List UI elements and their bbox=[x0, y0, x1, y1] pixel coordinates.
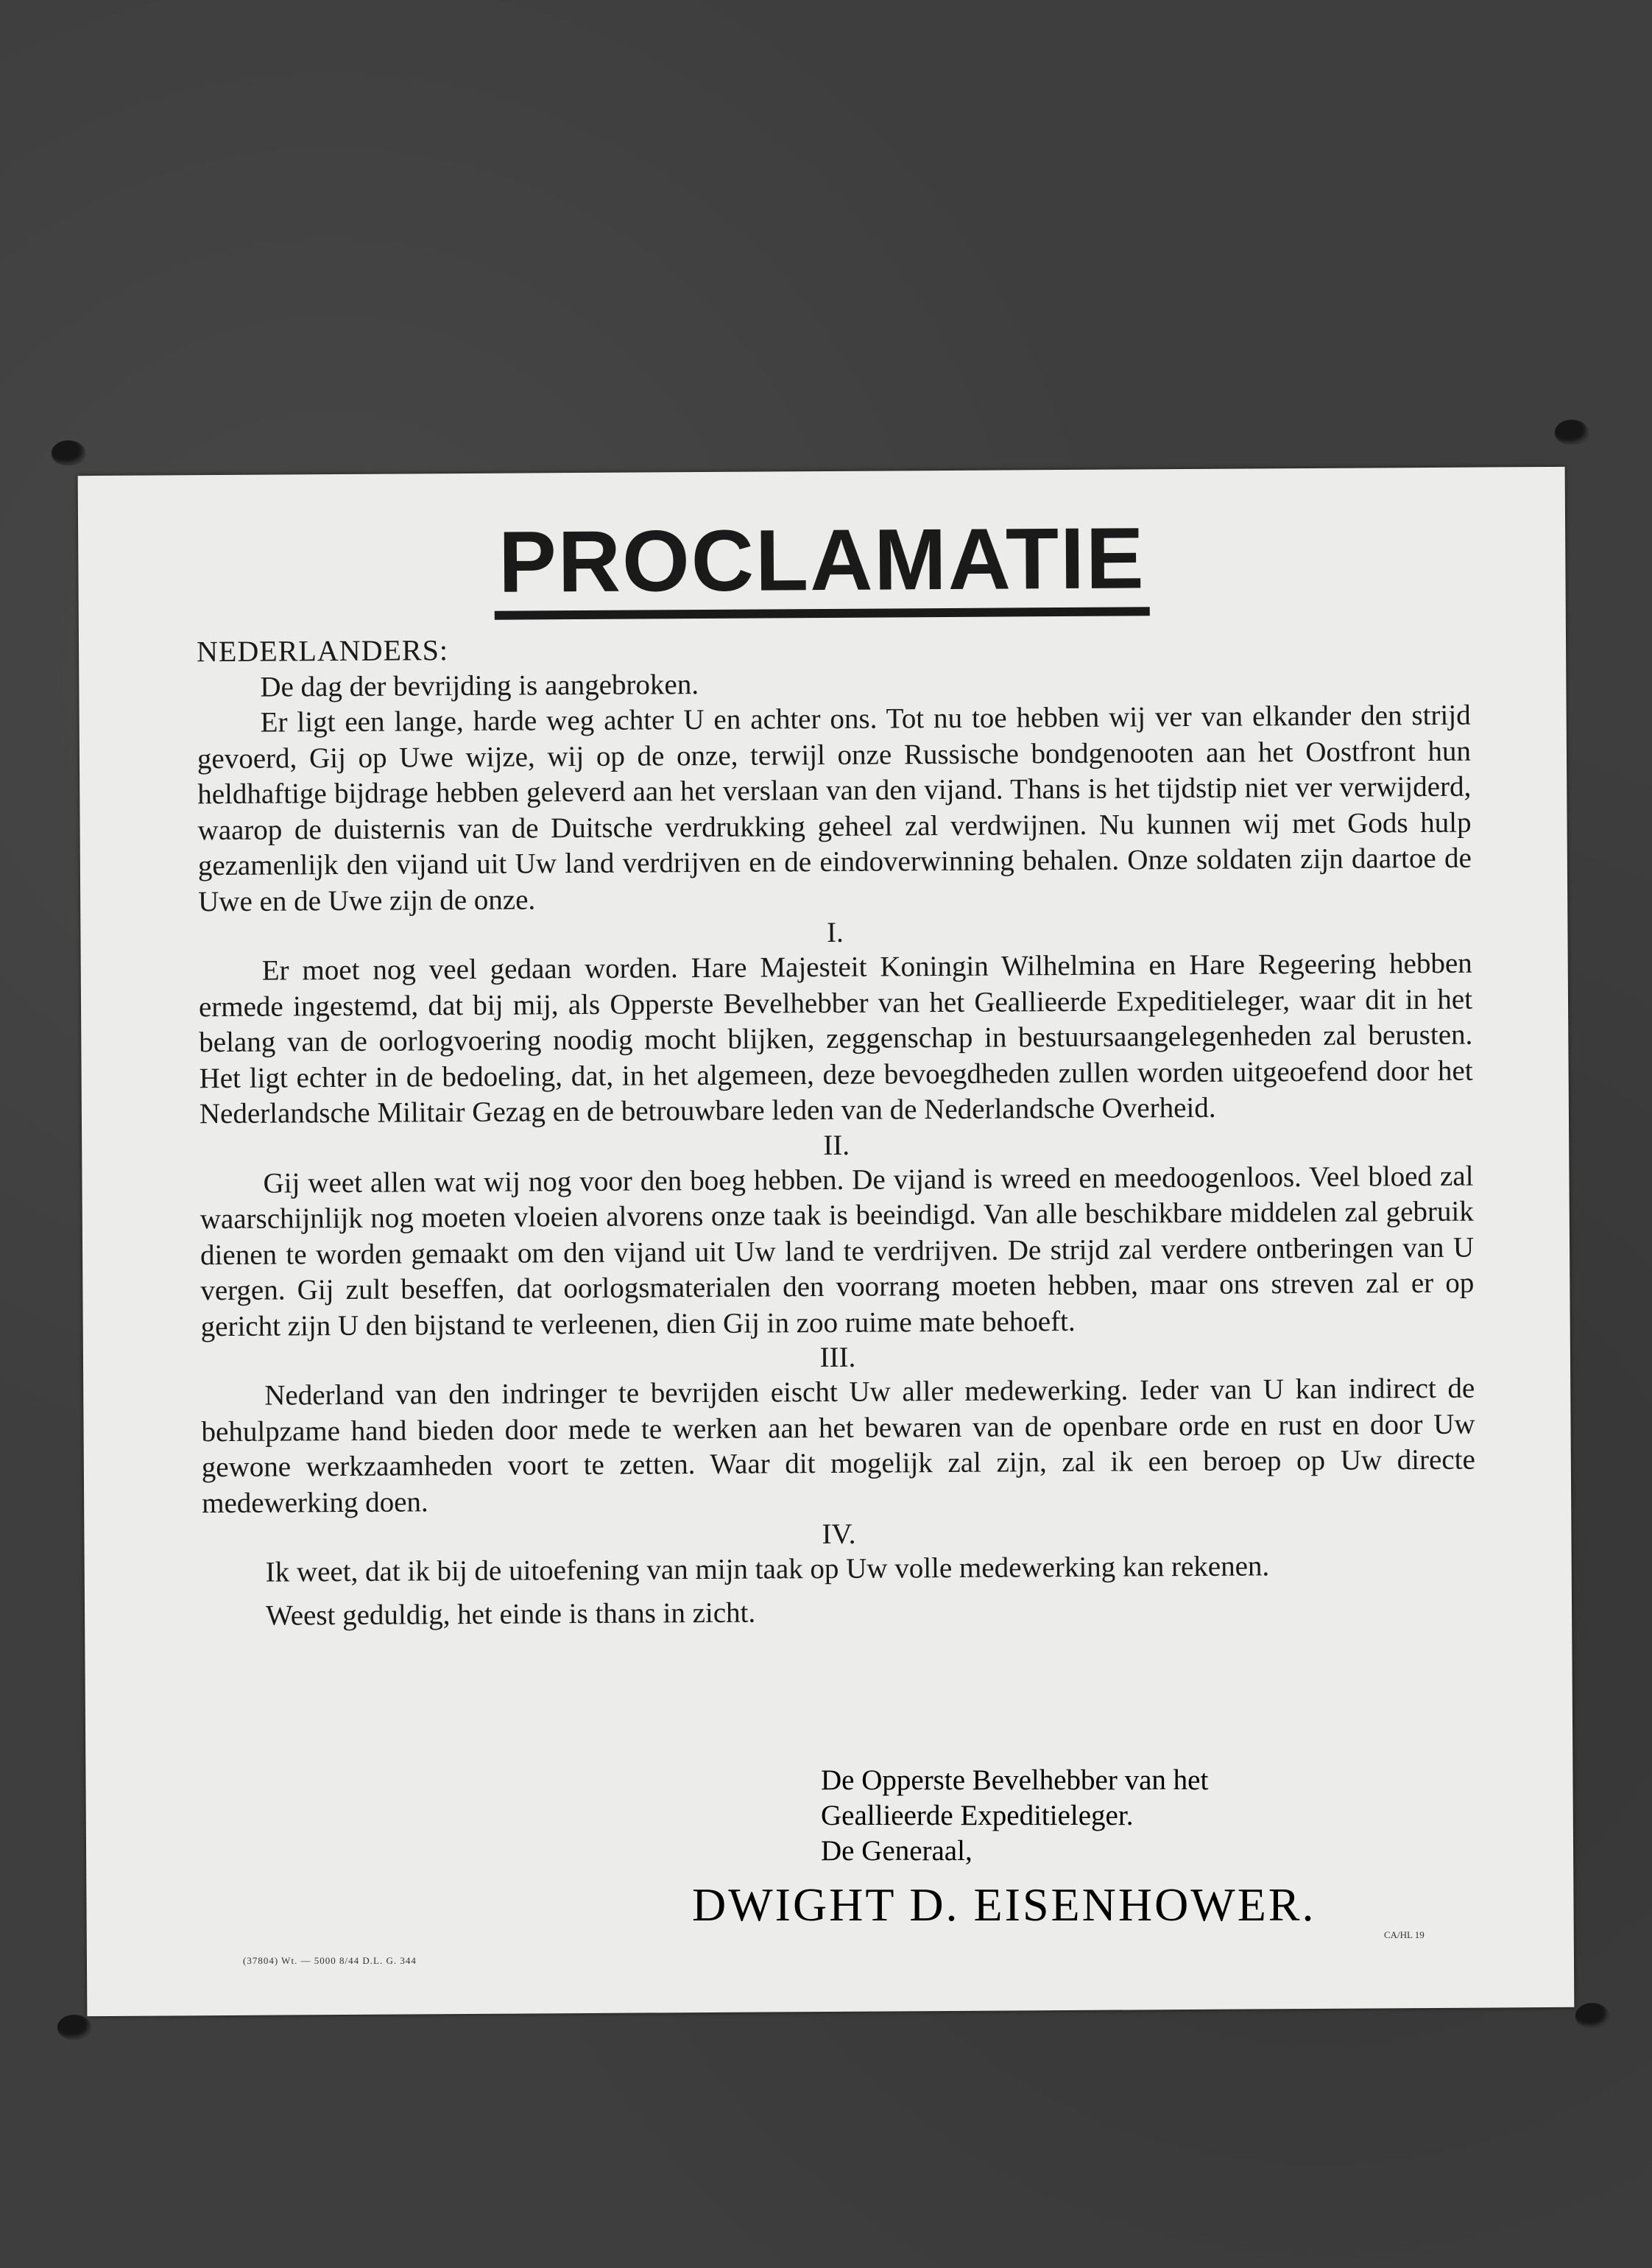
section-paragraph: Er moet nog veel gedaan worden. Hare Majesteit Koningin Wilhelmina en Hare Regeering hebben ermede ingestemd, dat bij mij, als Opperste Bevelhebber van het Geallieerde Expeditieleger, waar dit in het belang van de oorlogvoering noodig mocht blijken, zeggenschap in bestuursaangelegenheden zal berusten. Het ligt echter in de bedoeling, dat, in het algemeen, deze bevoegdheden zullen worden uitgeoefend door het Nederlandsche Militair Gezag en de betrouwbare leden van de Nederlandsche Overheid. bbox=[198, 947, 1473, 1130]
salutation: NEDERLANDERS: bbox=[196, 633, 449, 669]
thumbtack-icon bbox=[57, 2015, 91, 2040]
signoff-block bbox=[821, 1763, 1208, 1869]
poster-body bbox=[197, 627, 1476, 1635]
signoff-line: De Opperste Bevelhebber van het bbox=[821, 1764, 1209, 1796]
signoff-line: Geallieerde Expeditieleger. bbox=[821, 1800, 1134, 1831]
poster-code: CA/HL 19 bbox=[1384, 1929, 1425, 1940]
poster-title: PROCLAMATIE bbox=[78, 513, 1566, 608]
signature-name: DWIGHT D. EISENHOWER. bbox=[692, 1878, 1316, 1931]
thumbtack-icon bbox=[1555, 420, 1589, 445]
section-numeral: III. bbox=[819, 1341, 856, 1374]
section-paragraph: Nederland van den indringer te bevrijden eischt Uw aller medewerking. Ieder van U kan indirect de behulpzame hand bieden door mede te werken aan het bewaren van de openbare orde en rust en door Uw gewone werkzaamheden voort te zetten. Waar dit mogelijk zal zijn, zal ik een beroep op Uw directe medewerking doen. bbox=[201, 1372, 1475, 1519]
thumbtack-icon bbox=[1575, 2003, 1609, 2028]
section-paragraph: Gij weet allen wat wij nog voor den boeg hebben. De vijand is wreed en meedoogenloos. Veel bloed zal waarschijnlijk nog moeten vloeien alvorens onze taak is beeindigd. Van alle beschikbare middelen zal gebruik dienen te worden gemaakt om den vijand uit Uw land te verdrijven. De strijd zal verdere ontberingen van U vergen. Gij zult beseffen, dat oorlogsmaterialen den voorrang moeten hebben, maar ons streven zal er op gericht zijn U den bijstand te verleenen, dien Gij in zoo ruime mate behoeft. bbox=[200, 1160, 1475, 1342]
signoff-line: De Generaal, bbox=[821, 1835, 973, 1867]
thumbtack-icon bbox=[52, 440, 85, 465]
section-numeral: IV. bbox=[822, 1518, 856, 1551]
section-paragraph: Ik weet, dat ik bij de uitoefening van mijn taak op Uw volle medewerking kan rekenen. bbox=[265, 1550, 1270, 1588]
intro-paragraph: De dag der bevrijding is aangebroken. bbox=[260, 668, 699, 703]
intro-paragraph: Er ligt een lange, harde weg achter U en achter ons. Tot nu toe hebben wij ver van elkander den strijd gevoerd, Gij op Uwe wijze, wij op de onze, terwijl onze Russische bondgenooten aan het Oostfront hun heldhaftige bijdrage hebben geleverd aan het verslaan van den vijand. Thans is het tijdstip niet ver verwijderd, waarop de duisternis van de Duitsche verdrukking geheel zal verdwijnen. Nu kunnen wij met Gods hulp gezamenlijk den vijand uit Uw land verdrijven en de eindoverwinning behalen. Onze soldaten zijn daartoe de Uwe en de Uwe zijn de onze. bbox=[197, 699, 1472, 918]
printer-imprint: (37804) Wt. — 5000 8/44 D.L. G. 344 bbox=[243, 1955, 417, 1966]
section-numeral: II. bbox=[823, 1129, 850, 1161]
section-numeral: I. bbox=[826, 916, 844, 948]
section-paragraph: Weest geduldig, het einde is thans in zicht. bbox=[265, 1596, 756, 1632]
